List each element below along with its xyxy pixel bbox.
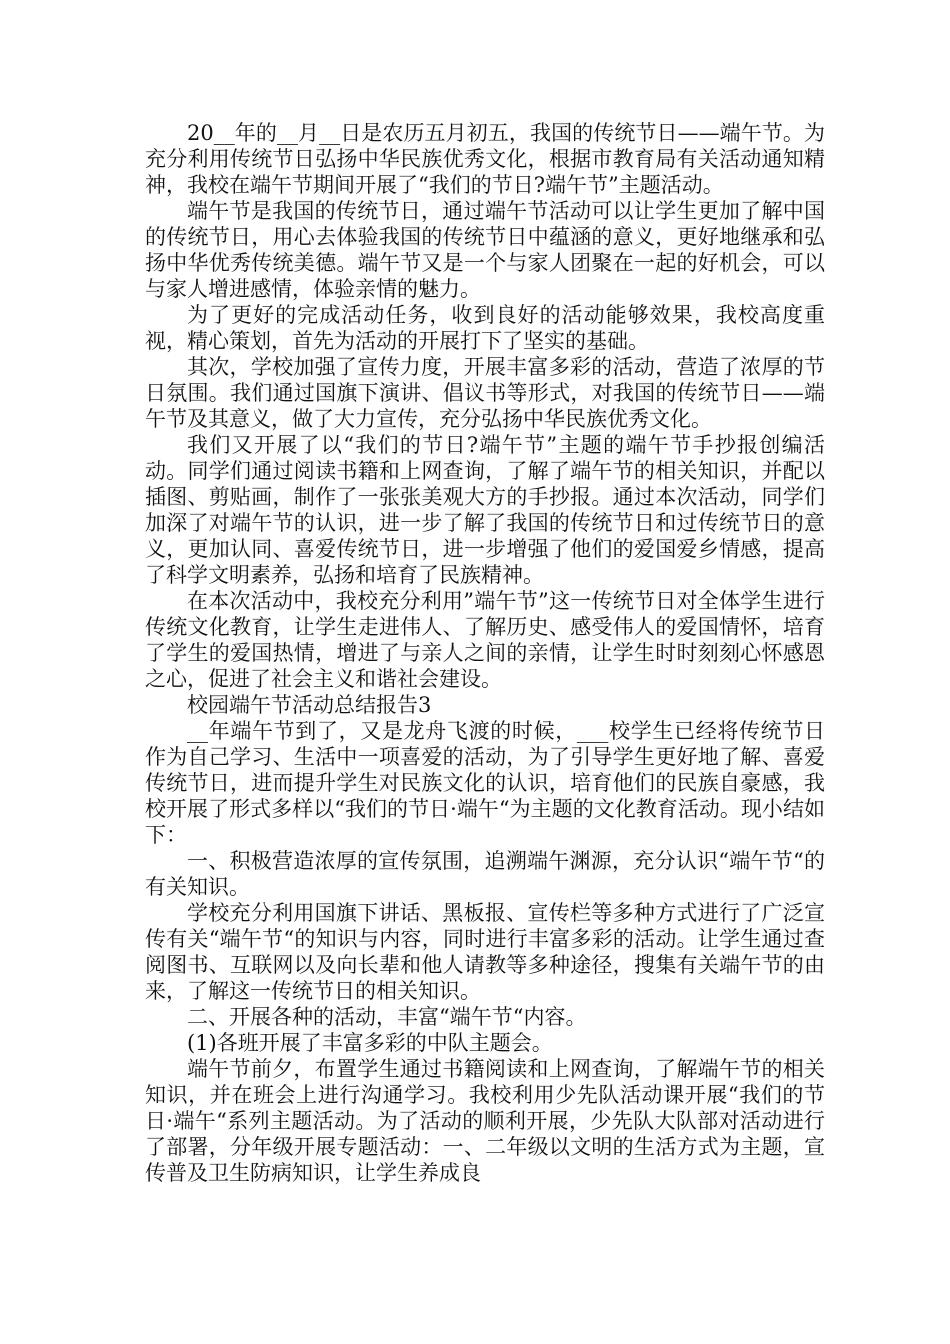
paragraph-school-publicity: 学校充分利用国旗下讲话、黑板报、宣传栏等多种方式进行了广泛宣传有关“端午节“的知识与内容，同时进行丰富多彩的活动。让学生通过查阅图书、互联网以及向长辈和他人请教等多种途径，搜集有关端午节的由来，了解这一传统节日的相关知识。 (145, 901, 825, 1003)
subsection-heading-1: (1)各班开展了丰富多彩的中队主题会。 (187, 1031, 553, 1055)
paragraph-meaning: 端午节是我国的传统节日，通过端午节活动可以让学生更加了解中国的传统节日，用心去体验我国的传统节日中蕴涵的意义，更好地继承和弘扬中华优秀传统美德。端午节又是一个与家人团聚在一起的好机会，可以与家人增进感情，体验亲情的魅力。 (145, 199, 825, 301)
paragraph-handwritten-newspaper: 我们又开展了以“我们的节日?端午节”主题的端午节手抄报创编活动。同学们通过阅读书籍和上网查询，了解了端午节的相关知识，并配以插图、剪贴画，制作了一张张美观大方的手抄报。通过本次活动，同学们加深了对端午节的认识，进一步了解了我国的传统节日和过传统节日的意义，更加认同、喜爱传统节日，进一步增强了他们的爱国爱乡情感，提高了科学文明素养，弘扬和培育了民族精神。 (145, 433, 825, 587)
section-heading-1: 一、积极营造浓厚的宣传氛围，追溯端午渊源，充分认识“端午节“的有关知识。 (145, 849, 825, 899)
paragraph-intro: 20__年的__月__日是农历五月初五，我国的传统节日——端午节。为充分利用传统节日弘扬中华民族优秀文化，根据市教育局有关活动通知精神，我校在端午节期间开展了“我们的节日?端午节”主题活动。 (145, 121, 825, 197)
paragraph-planning: 为了更好的完成活动任务，收到良好的活动能够效果，我校高度重视，精心策划，首先为活动的开展打下了坚实的基础。 (145, 303, 825, 353)
paragraph-conclusion: 在本次活动中，我校充分利用”端午节”这一传统节日对全体学生进行传统文化教育，让学生走进伟人、了解历史、感受伟人的爱国情怀，培育了学生的爱国热情，增进了与亲人之间的亲情，让学生时时刻刻心怀感恩之心，促进了社会主义和谐社会建设。 (145, 589, 825, 691)
section-heading-2: 二、开展各种的活动，丰富“端午节“内容。 (187, 1005, 587, 1029)
paragraph-class-meetings: 端午节前夕，布置学生通过书籍阅读和上网查询，了解端午节的相关知识，并在班会上进行沟通学习。我校利用少先队活动课开展“我们的节日·端午“系列主题活动。为了活动的顺利开展，少先队大队部对活动进行了部署，分年级开展专题活动：一、二年级以文明的生活方式为主题，宣传普及卫生防病知识，让学生养成良 (145, 1057, 825, 1185)
report-title-3: 校园端午节活动总结报告3 (187, 693, 432, 717)
document-body (145, 120, 825, 1186)
paragraph-report3-intro: __年端午节到了，又是龙舟飞渡的时候，___校学生已经将传统节日作为自己学习、生活中一项喜爱的活动，为了引导学生更好地了解、喜爱传统节日，进而提升学生对民族文化的认识，培育他们的民族自豪感，我校开展了形式多样以“我们的节日·端午“为主题的文化教育活动。现小结如下： (145, 719, 825, 847)
paragraph-publicity: 其次，学校加强了宣传力度，开展丰富多彩的活动，营造了浓厚的节日氛围。我们通过国旗下演讲、倡议书等形式，对我国的传统节日——端午节及其意义，做了大力宣传，充分弘扬中华民族优秀文化。 (145, 355, 825, 431)
